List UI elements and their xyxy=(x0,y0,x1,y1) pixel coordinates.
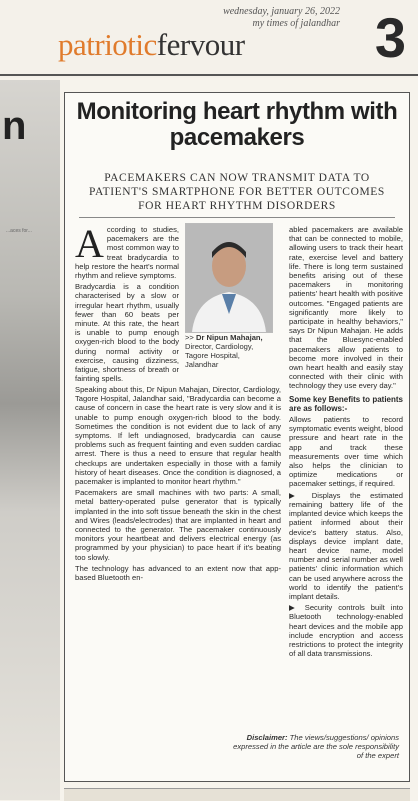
caption-title: Director, Cardiology, Tagore Hospital, Jalandhar xyxy=(185,342,254,369)
deck-rule xyxy=(79,217,395,218)
column-1-bottom xyxy=(75,385,281,584)
brand-word-1: patriotic xyxy=(58,27,157,62)
paragraph: Allows patients to record symptomatic events weight, blood pressure and heart rate in the app and track these measurements over time which also helps the clinician to optimize medications or pacemaker settings, if required. xyxy=(289,415,403,489)
benefits-subhead: Some key Benefits to patients are as follows:- xyxy=(289,394,403,413)
paragraph: Speaking about this, Dr Nipun Mahajan, Director, Cardiology, Tagore Hospital, Jalandhar said, "Bradycardia can become a cause of concern in case the heart rate is very slow and it is unable to pump enough oxygen-rich blood to the body. Sometimes the condition is not evident due to lack of any symptoms. If left undiagnosed, bradycardia can cause problems such as frequent fainting and even sudden cardiac arrest. There is thus a need to ensure that regular health checkups are undertaken especially in those with a family history of heart diseases. Once the condition is diagnosed, a pacemaker is implanted to monitor heart rhythm." xyxy=(75,385,281,487)
bullet-paragraph: ▶ Displays the estimated remaining battery life of the implanted device which keeps the patient informed about their device's battery status. Also, displays device implant date, heart device name, model number and serial number as well patients' clinic information which can be used anywhere across the world to identify the patient's implant details. xyxy=(289,490,403,601)
date-text: wednesday, january 26, 2022 xyxy=(223,6,340,17)
deck: PACEMAKERS CAN NOW TRANSMIT DATA TO PATIENT'S SMARTPHONE FOR BETTER OUTCOMES FOR HEART RHYTHM DISORDERS xyxy=(89,172,385,212)
paragraph: abled pacemakers are available that can be connected to mobile, allowing users to track their heart rate, exercise level and battery life. There is long term sustained benefits arising out of these pacemakers in monitoring patients' heart health with positive outcomes. "Engaged patients are significantly more likely to participate in healthy behaviors," says Dr Nipun Mahajan. He adds that the Bluesync-enabled pacemakers allow patients to become more involved in their own heart health and easily stay connected with their clinic with technology they use every day." xyxy=(289,225,403,391)
bullet-text: Displays the estimated remaining battery life of the implanted device which keeps the patient informed about their device's battery status. Also, displays device implant date, heart device name, model number and serial number as well patients' clinic information which can be used anywhere across the world to identify the patient's implant details. xyxy=(289,490,403,601)
source-text: my times of jalandhar xyxy=(252,18,340,29)
column-1-top xyxy=(75,221,179,385)
column-2 xyxy=(289,225,403,660)
section-brand xyxy=(58,27,245,63)
article xyxy=(64,92,410,782)
disclaimer-text: The views/suggestions/ opinions expressed in the article are the sole responsibility of the expert xyxy=(233,733,399,761)
adjacent-article-photo xyxy=(0,80,60,800)
adjacent-headline-fragment: n xyxy=(2,104,27,148)
brand-word-2: fervour xyxy=(156,27,245,62)
disclaimer xyxy=(229,733,399,761)
bullet-paragraph: ▶ Security controls built into Bluetooth technology-enabled heart devices and the mobile app include encryption and access restrictions to protect the integrity of all data transmissions. xyxy=(289,603,403,659)
bullet-text: Security controls built into Bluetooth technology-enabled heart devices and the mobile app include encryption and access restrictions to protect the integrity of all data transmissions. xyxy=(289,603,403,659)
caption-name: Dr Nipun Mahajan, xyxy=(196,333,263,342)
paragraph: The technology has advanced to an extent now that app-based Bluetooth en- xyxy=(75,563,281,583)
photo-caption xyxy=(185,333,275,369)
paragraph: Bradycardia is a condition characterised by a slow or irregular heart rhythm, usually fewer than 60 beats per minute. At this rate, the heart is unable to pump enough oxygen-rich blood to the body during normal activity or exercise, causing dizziness, fatigue, shortness of breath or fainting spells. xyxy=(75,282,179,384)
disclaimer-label: Disclaimer: xyxy=(246,733,288,742)
paragraph-text: ccording to studies, pacemakers are the most common way to treat bradycardia to help restore the heart's normal rhythm and relieve symptoms. xyxy=(75,225,179,281)
caption-arrows: >> xyxy=(185,333,194,342)
adjacent-caption-fragment: ...aces for... xyxy=(6,228,32,234)
doctor-portrait xyxy=(185,223,273,333)
masthead-rule xyxy=(0,74,418,76)
portrait-image xyxy=(186,224,272,332)
paragraph xyxy=(75,221,179,281)
headline: Monitoring heart rhythm with pacemakers xyxy=(76,98,398,151)
next-article-edge xyxy=(64,788,410,801)
masthead xyxy=(0,0,418,78)
drop-cap: A xyxy=(75,221,104,266)
paragraph: Pacemakers are small machines with two parts: A small, metal battery-operated pulse generator that is typically implanted in the into soft tissue beneath the skin in the chest and Wires (leads/electrodes) that are implanted in heart and connected to the generator. The pacemaker continuously monitors your heartbeat and delivers electrical energy (as programmed by your physician) to pace heart if it's beating too slowly. xyxy=(75,488,281,562)
page-number: 3 xyxy=(374,6,406,69)
